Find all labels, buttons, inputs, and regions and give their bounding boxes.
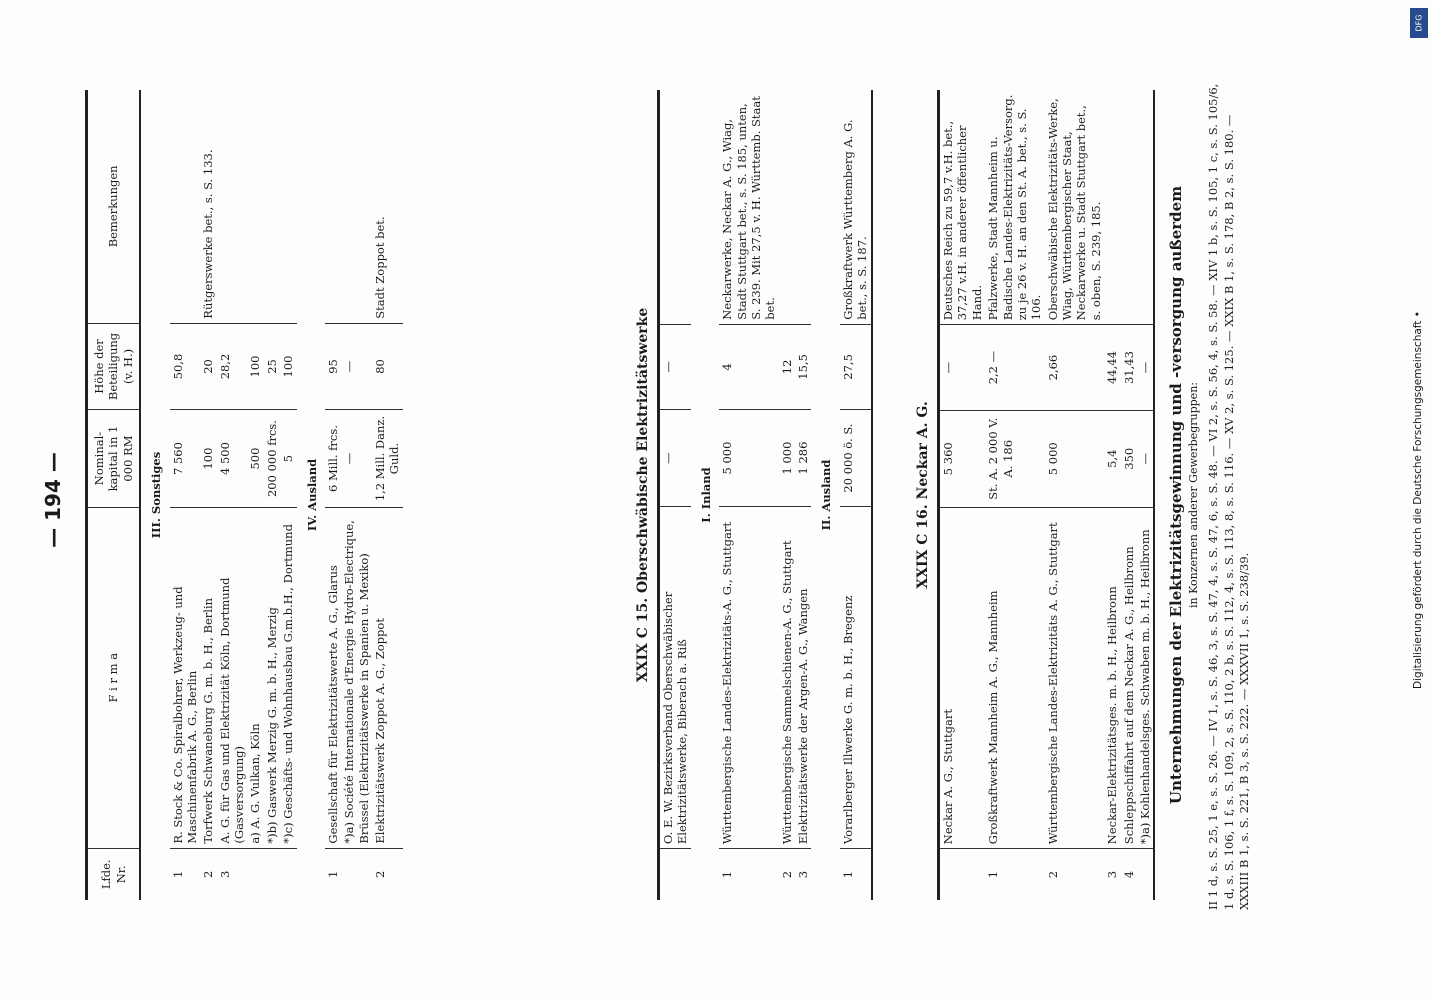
row-nr: 2 xyxy=(779,870,794,879)
row-nr xyxy=(341,848,372,900)
row-firma: *)a) Kohlenhandelsges. Schwaben m. b. H., Heilbronn xyxy=(1137,507,1154,849)
table-row xyxy=(341,90,372,900)
row-bemerkungen xyxy=(264,90,280,323)
row-bemerkungen xyxy=(1121,90,1137,325)
row-nr xyxy=(1137,849,1154,900)
row-kapital: 6 Mill. frcs. xyxy=(325,410,341,508)
table-row xyxy=(779,90,795,900)
row-nr: 2 xyxy=(201,870,216,878)
row-bemerkungen xyxy=(217,90,248,323)
holdings-table xyxy=(85,90,403,900)
table-row xyxy=(719,90,779,900)
row-hoehe: 2,66 xyxy=(1045,325,1105,411)
subsection-heading: III. Sonstiges xyxy=(149,451,164,539)
row-nr: 1 xyxy=(840,870,855,879)
row-hoehe: 12 xyxy=(779,324,795,409)
row-kapital: 1 286 xyxy=(795,410,811,507)
row-kapital: — xyxy=(1137,410,1154,507)
row-nr xyxy=(939,849,986,900)
row-bemerkungen xyxy=(341,90,372,323)
row-firma: *)b) Gaswerk Merzig G. m. b. H., Merzig xyxy=(264,507,280,848)
section-table xyxy=(937,90,1155,900)
row-firma: Elektrizitätswerk Zoppot A. G., Zoppot xyxy=(372,507,403,848)
subsection-heading-row xyxy=(140,90,169,900)
lead-hoehe: — xyxy=(659,324,691,409)
footer-subtitle: in Konzernen anderer Gewerbegruppen: xyxy=(1187,382,1200,608)
subsection-heading: IV. Ausland xyxy=(304,458,319,532)
row-kapital: 5,4 xyxy=(1104,410,1120,507)
table-row xyxy=(170,90,201,900)
page-number: — 194 — xyxy=(41,452,65,548)
lead-kapital: — xyxy=(659,410,691,507)
table-row xyxy=(1045,90,1105,900)
row-bemerkungen xyxy=(280,90,296,323)
row-hoehe: 100 xyxy=(280,323,296,410)
lead-hoehe: — xyxy=(939,325,986,411)
row-firma: *)a) Société Internationale d'Energie Hydro-Electrique, Brüssel (Elektrizitätswerke in Spanien u. Mexiko) xyxy=(341,507,372,848)
row-bemerkungen: Pfalzwerke, Stadt Mannheim u. Badische Landes-Elektrizitäts-Versorg. zu je 26 v. H. an den St. A. bet., s. S. 106. xyxy=(985,90,1045,325)
lead-kapital: 5 360 xyxy=(939,410,986,507)
row-nr xyxy=(280,848,296,900)
row-bemerkungen xyxy=(659,90,691,324)
row-bemerkungen: Stadt Zoppot bet. xyxy=(372,90,403,323)
row-firma: *)c) Geschäfts- und Wohnhausbau G.m.b.H., Dortmund xyxy=(280,507,296,848)
row-firma: A. G. für Gas und Elektrizität Köln, Dortmund (Gasversorgung) xyxy=(217,507,248,848)
footer-title: Unternehmungen der Elektrizitätsgewinnung und -versorgung außerdem xyxy=(1167,185,1185,805)
table-row xyxy=(217,90,248,900)
footer xyxy=(1167,80,1253,910)
row-bemerkungen: Neckarwerke, Neckar A. G., Wiag, Stadt Stuttgart bet., s. S. 185, unten, S. 239. Mit 27,5 v. H. Württemb. Staat bet. xyxy=(719,90,779,324)
row-firma: Großkraftwerk Mannheim A. G., Mannheim xyxy=(985,507,1045,849)
table-row xyxy=(1137,90,1154,900)
row-hoehe: 28,2 xyxy=(217,323,248,410)
subsection-heading-row xyxy=(691,90,719,900)
row-hoehe: 27,5 xyxy=(840,324,872,409)
row-bemerkungen: Rütgerswerke bet., s. S. 133. xyxy=(200,90,216,323)
row-kapital: St. A. 2 000 V. A. 186 xyxy=(985,410,1045,507)
table-row xyxy=(372,90,403,900)
row-bemerkungen xyxy=(1104,90,1120,325)
row-hoehe: 95 xyxy=(325,323,341,410)
footer-references: II 1 d, s. S. 25, 1 e, s. S. 26. — IV 1, s. S. 46, 3, s. S. 47, 4, s. S. 47, 6, s. S. 48. — VI 2, s. S. 56, 4, s. S. 58. — XIV 1 b, s. S. 105, 1 c, s. S. 105/6, 1 d, s. S. 106, 1 f, s. S. 109, 2, s. S. 110, 2 b, s. S. 112, 4, s. S. 113, 8, s. S. 116. — XV 2, s. S. 125. — XXIX B 1, s. S. 178, B 2, s. S. 180. — XXXIII B 1, s. S. 221, B 3, s. S. 222. — XXXVII 1, s. S. 238/39. xyxy=(1206,83,1252,910)
table-row xyxy=(840,90,872,900)
dfg-logo: DFG xyxy=(1410,8,1428,38)
row-firma: Neckar-Elektrizitätsges. m. b. H., Heilbronn xyxy=(1104,507,1120,849)
row-nr: 3 xyxy=(796,870,810,879)
row-kapital: 5 000 xyxy=(719,410,779,507)
row-hoehe: 15,5 xyxy=(795,324,811,409)
table-row xyxy=(325,90,341,900)
lead-row xyxy=(939,90,986,900)
row-bemerkungen: Großkraftwerk Württemberg A. G. bet., s. S. 187. xyxy=(840,90,872,324)
table-row xyxy=(280,90,296,900)
table-row xyxy=(200,90,216,900)
row-bemerkungen xyxy=(795,90,811,324)
row-kapital: 5 000 xyxy=(1045,410,1105,507)
table-header-row xyxy=(87,90,141,900)
col-kapital: Nominal-kapital in 1 000 RM xyxy=(87,410,141,508)
digitization-note: Digitalisierung gefördert durch die Deutsche Forschungsgemeinschaft • xyxy=(1412,311,1424,689)
section-table xyxy=(657,90,873,900)
subsection-heading-row xyxy=(297,90,325,900)
col-firma: F i r m a xyxy=(87,507,141,848)
col-hoehe: Höhe der Beteiligung (v. H.) xyxy=(87,323,141,410)
row-nr: 2 xyxy=(373,870,387,878)
col-nr: Lfde. Nr. xyxy=(87,848,141,900)
row-bemerkungen: Oberschwäbische Elektrizitäts-Werke, Wiag, Württembergischer Staat, Neckarwerke u. Stadt Stuttgart bet., s. oben, S. 239, 185. xyxy=(1045,90,1105,325)
row-kapital: — xyxy=(341,410,372,508)
subsection-heading: II. Ausland xyxy=(819,459,834,531)
row-nr: 3 xyxy=(1105,870,1120,879)
table-row xyxy=(1104,90,1120,900)
row-firma: Gesellschaft für Elektrizitätswerte A. G., Glarus xyxy=(325,507,341,848)
row-hoehe: — xyxy=(1137,325,1154,411)
row-nr: 4 xyxy=(1121,870,1136,879)
subsection-heading: I. Inland xyxy=(698,467,713,523)
row-hoehe: 31,43 xyxy=(1121,325,1137,411)
lead-bemerkungen: Deutsches Reich zu 59,7 v.H. bet., 37,27 v.H. in anderer öffentlicher Hand. xyxy=(939,90,986,325)
document-page xyxy=(27,40,1407,960)
section-title: XXIX C 15. Oberschwäbische Elektrizitätswerke xyxy=(635,307,651,683)
row-nr: 2 xyxy=(1045,870,1060,879)
row-nr: 1 xyxy=(325,870,340,878)
row-hoehe: 20 xyxy=(200,323,216,410)
row-hoehe: 2,2 — xyxy=(985,325,1045,411)
row-kapital: 5 xyxy=(280,410,296,508)
section2 xyxy=(627,90,873,900)
row-bemerkungen xyxy=(1137,90,1154,325)
row-kapital: 20 000 ö. S. xyxy=(840,410,872,507)
lead-row xyxy=(659,90,691,900)
row-hoehe: 50,8 xyxy=(170,323,201,410)
row-bemerkungen xyxy=(247,90,263,323)
row-firma: Württembergische Landes-Elektrizitäts A. G., Stuttgart xyxy=(1045,507,1105,849)
row-kapital: 1 000 xyxy=(779,410,795,507)
lead-firma: O. E. W. Bezirksverband Oberschwäbischer Elektrizitätswerke, Biberach a. Riß xyxy=(659,507,691,849)
row-hoehe: 25 xyxy=(264,323,280,410)
row-kapital: 500 xyxy=(247,410,263,508)
row-nr xyxy=(247,848,263,900)
row-kapital: 7 560 xyxy=(170,410,201,508)
table-row xyxy=(795,90,811,900)
row-nr xyxy=(264,848,280,900)
row-kapital: 350 xyxy=(1121,410,1137,507)
table-row xyxy=(264,90,280,900)
row-kapital: 1,2 Mill. Danz. Guld. xyxy=(372,410,403,508)
row-nr xyxy=(659,849,691,900)
section3 xyxy=(907,90,1155,900)
row-nr: 1 xyxy=(720,870,735,879)
row-firma: Torfwerk Schwaneburg G. m. b. H., Berlin xyxy=(200,507,216,848)
table-row xyxy=(985,90,1045,900)
row-nr: 1 xyxy=(986,870,1001,879)
row-firma: Vorarlberger Illwerke G. m. b. H., Bregenz xyxy=(840,507,872,849)
row-bemerkungen xyxy=(170,90,201,323)
row-hoehe: — xyxy=(341,323,372,410)
col-bemerkungen: Bemerkungen xyxy=(87,90,141,323)
row-nr: 1 xyxy=(170,870,185,878)
row-firma: Württembergische Landes-Elektrizitäts-A. G., Stuttgart xyxy=(719,507,779,849)
lead-firma: Neckar A. G., Stuttgart xyxy=(939,507,986,849)
row-kapital: 4 500 xyxy=(217,410,248,508)
row-hoehe: 80 xyxy=(372,323,403,410)
row-bemerkungen xyxy=(325,90,341,323)
row-hoehe: 44,44 xyxy=(1104,325,1120,411)
row-kapital: 200 000 frcs. xyxy=(264,410,280,508)
row-bemerkungen xyxy=(779,90,795,324)
row-nr: 3 xyxy=(217,870,232,878)
row-firma: a) A. G. Vulkan, Köln xyxy=(247,507,263,848)
section1-body xyxy=(140,90,403,900)
row-kapital: 100 xyxy=(200,410,216,508)
row-hoehe: 100 xyxy=(247,323,263,410)
table-row xyxy=(1121,90,1137,900)
table-row xyxy=(247,90,263,900)
row-firma: Elektrizitätswerke der Argen-A. G., Wangen xyxy=(795,507,811,849)
section-title: XXIX C 16. Neckar A. G. xyxy=(915,401,931,589)
row-hoehe: 4 xyxy=(719,324,779,409)
row-firma: R. Stock & Co. Spiralbohrer, Werkzeug- und Maschinenfabrik A. G., Berlin xyxy=(170,507,201,848)
row-firma: Württembergische Sammelschienen-A. G., Stuttgart xyxy=(779,507,795,849)
subsection-heading-row xyxy=(811,90,839,900)
row-firma: Schleppschiffahrt auf dem Neckar A. G., Heilbronn xyxy=(1121,507,1137,849)
